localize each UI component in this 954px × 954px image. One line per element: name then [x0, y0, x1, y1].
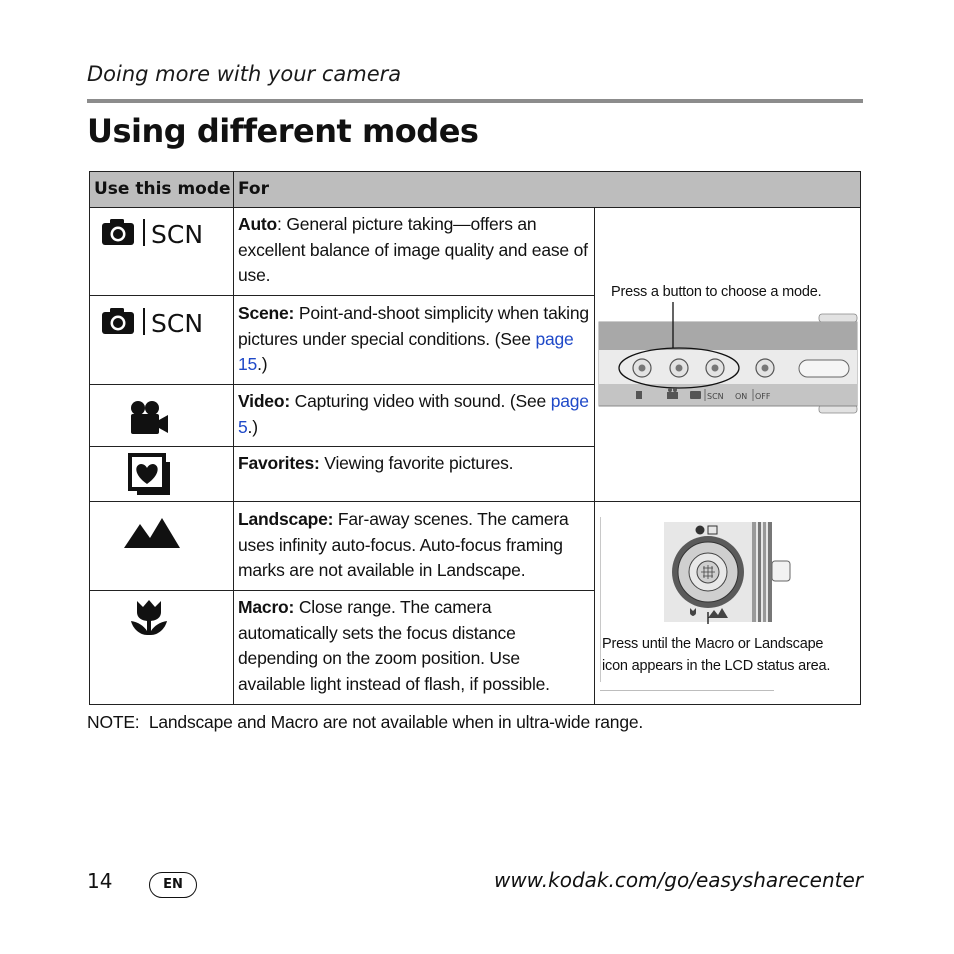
page-title: Using different modes [87, 112, 479, 150]
page-number: 14 [87, 869, 113, 893]
row-divider [90, 501, 860, 502]
header-use-this-mode: Use this mode [94, 179, 231, 199]
mode-name-scene: Scene: [238, 303, 295, 323]
page-15-link[interactable]: page 15 [238, 328, 574, 374]
note [87, 712, 643, 733]
row-divider [90, 384, 595, 385]
row-favorites-description [238, 451, 590, 477]
off-label-small: OFF [755, 392, 771, 401]
mode-name-favorites: Favorites: [238, 453, 320, 473]
favorites-heart-icon [128, 453, 172, 495]
camera-scn-icon [100, 305, 220, 337]
row-macro-description [238, 595, 590, 697]
mode-text-scene: Point-and-shoot simplicity when taking pictures under special conditions. (See [238, 303, 589, 349]
note-label: NOTE: [87, 712, 140, 732]
language-badge: EN [149, 872, 197, 898]
macro-caption-line1: Press until the Macro or Landscape [602, 636, 824, 652]
column-divider [233, 172, 234, 704]
header-rule [87, 99, 863, 103]
row-divider [90, 590, 595, 591]
scn-label: SCN [151, 309, 204, 337]
mode-buttons-caption: Press a button to choose a mode. [611, 284, 822, 300]
note-text: Landscape and Macro are not available when in ultra-wide range. [148, 712, 644, 732]
mode-sep-auto: : [277, 214, 282, 234]
illustration-frame-line [600, 690, 774, 691]
mode-name-macro: Macro: [238, 597, 295, 617]
modes-table [89, 171, 861, 705]
row-scene-description [238, 301, 590, 378]
mode-text-macro: Close range. The camera automatically sets the focus distance depending on the zoom position. Use available light instead of flash, if possible. [238, 597, 550, 694]
macro-flower-icon [128, 597, 170, 641]
mode-after-scene: .) [257, 354, 268, 374]
mode-text-auto: General picture taking—offers an excellent balance of image quality and ease of use. [238, 214, 588, 285]
mode-text-landscape: Far-away scenes. The camera uses infinity auto-focus. Auto-focus framing marks are not available in Landscape. [238, 509, 569, 580]
scn-label-small: SCN [707, 392, 724, 401]
mode-name-auto: Auto [238, 214, 278, 234]
row-divider [90, 295, 595, 296]
macro-caption-line2: icon appears in the LCD status area. [602, 658, 831, 674]
mode-name-landscape: Landscape: [238, 509, 334, 529]
on-label-small: ON [735, 392, 748, 401]
running-head: Doing more with your camera [87, 62, 402, 86]
illustration-frame-line [600, 517, 601, 682]
row-auto-description [238, 212, 590, 289]
row-divider [90, 446, 595, 447]
header-for: For [238, 179, 269, 199]
mode-after-video: .) [247, 416, 258, 437]
mode-text-favorites: Viewing favorite pictures. [319, 453, 514, 473]
mode-name-video: Video: [238, 391, 290, 411]
macro-dial-illustration [662, 520, 794, 624]
landscape-mountains-icon [122, 514, 182, 550]
mode-text-video: Capturing video with sound. (See [289, 391, 551, 411]
camera-scn-icon [100, 216, 220, 248]
scn-label: SCN [151, 220, 204, 248]
footer-url[interactable]: www.kodak.com/go/easysharecenter [493, 868, 863, 892]
table-header-row [90, 172, 860, 208]
camera-top-illustration [595, 302, 861, 422]
illustration-divider [594, 207, 595, 704]
video-camera-icon [128, 400, 170, 436]
row-video-description [238, 389, 590, 440]
row-landscape-description [238, 507, 590, 584]
page-5-link[interactable]: page 5 [238, 391, 589, 437]
